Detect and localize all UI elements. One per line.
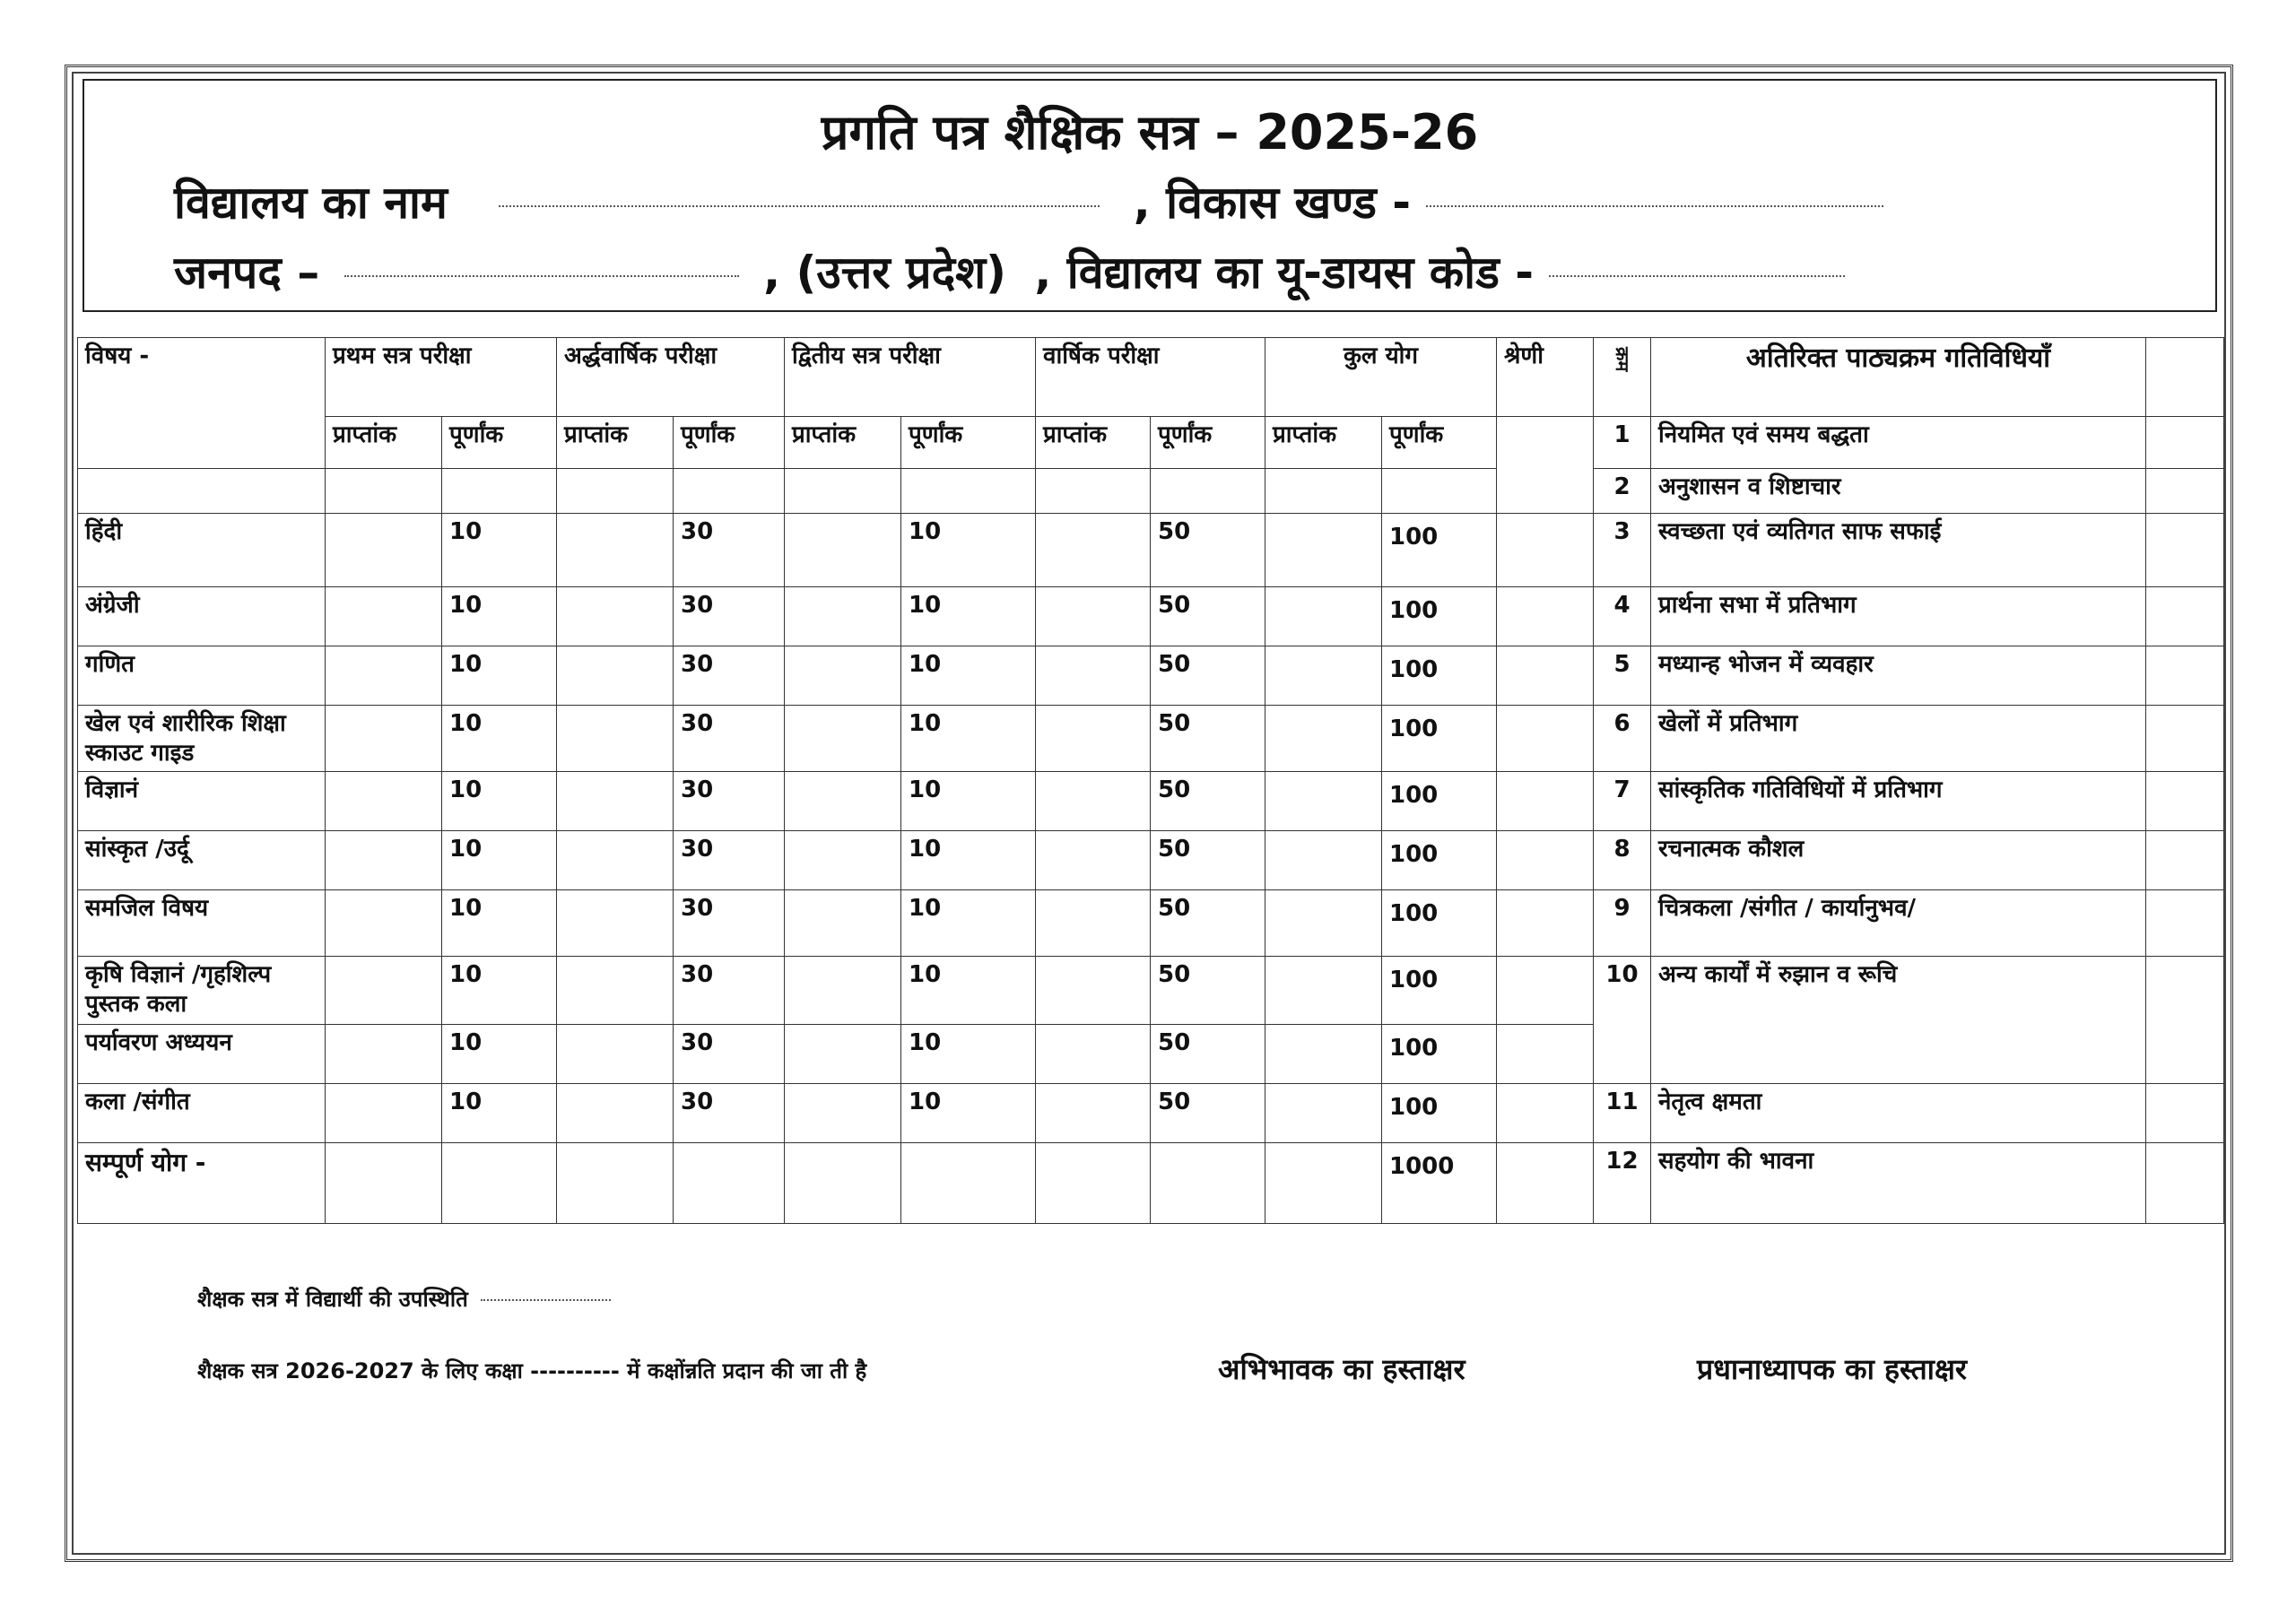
table-row xyxy=(78,706,2224,772)
obtained-marks-cell[interactable] xyxy=(326,706,442,772)
obtained-header: प्राप्तांक xyxy=(785,417,901,469)
max-marks-header: पूर्णांक xyxy=(674,417,785,469)
blank-cell xyxy=(901,469,1036,514)
promotion-text: शैक्षक सत्र 2026-2027 के लिए कक्षा ---------- में कक्षोंन्नति प्रदान की जा ती है xyxy=(197,1358,867,1383)
obtained-marks-cell[interactable] xyxy=(326,1084,442,1143)
obtained-marks-cell[interactable] xyxy=(326,646,442,706)
total-obtained-cell[interactable] xyxy=(1265,587,1382,646)
report-title: प्रगति पत्र शैक्षिक सत्र – 2025-26 xyxy=(821,104,1479,160)
obtained-header: प्राप्तांक xyxy=(1265,417,1382,469)
table-row xyxy=(78,417,2224,469)
max-marks-value: 30 xyxy=(674,957,785,1025)
blank-cell xyxy=(78,469,326,514)
max-marks-value: 30 xyxy=(674,646,785,706)
activity-number: 6 xyxy=(1594,706,1651,772)
total-obtained-cell[interactable] xyxy=(1265,646,1382,706)
total-obtained-cell[interactable] xyxy=(1265,1084,1382,1143)
max-marks-value: 50 xyxy=(1151,890,1265,957)
activity-label: अन्य कार्यों में रुझान व रूचि xyxy=(1651,957,2146,1084)
activity-number: 3 xyxy=(1594,514,1651,587)
blank-cell[interactable] xyxy=(442,1143,557,1224)
max-marks-value: 30 xyxy=(674,1084,785,1143)
activity-number: 5 xyxy=(1594,646,1651,706)
max-marks-value: 50 xyxy=(1151,514,1265,587)
total-max-value: 100 xyxy=(1382,514,1497,587)
total-obtained-cell[interactable] xyxy=(1265,706,1382,772)
block-label: , विकास खण्ड - xyxy=(1133,177,1411,229)
blank-cell xyxy=(1382,469,1497,514)
obtained-header: प्राप्तांक xyxy=(326,417,442,469)
max-marks-value: 10 xyxy=(901,1084,1036,1143)
total-obtained-cell[interactable] xyxy=(1265,1025,1382,1084)
max-marks-value: 10 xyxy=(901,890,1036,957)
activity-grade-cell[interactable] xyxy=(2146,772,2224,831)
activity-number: 11 xyxy=(1594,1084,1651,1143)
obtained-header: प्राप्तांक xyxy=(1036,417,1151,469)
max-marks-header: पूर्णांक xyxy=(901,417,1036,469)
activity-label: मध्यान्ह भोजन में व्यवहार xyxy=(1651,646,2146,706)
max-marks-value: 50 xyxy=(1151,772,1265,831)
subject-name: अंग्रेजी xyxy=(78,587,326,646)
max-marks-value: 10 xyxy=(901,831,1036,890)
grade-header: श्रेणी xyxy=(1497,338,1594,417)
blank-cell[interactable] xyxy=(901,1143,1036,1224)
udise-label: , विद्यालय का यू-डायस कोड - xyxy=(1034,247,1534,299)
obtained-marks-cell[interactable] xyxy=(557,772,674,831)
grade-cell[interactable] xyxy=(1497,1025,1594,1084)
activity-number: 10 xyxy=(1594,957,1651,1084)
activity-number: 9 xyxy=(1594,890,1651,957)
guardian-signature: अभिभावक का हस्ताक्षर xyxy=(1218,1352,1465,1386)
activity-grade-cell[interactable] xyxy=(2146,514,2224,587)
district-line xyxy=(174,240,1845,301)
activity-grade-cell[interactable] xyxy=(2146,890,2224,957)
obtained-marks-cell[interactable] xyxy=(557,1025,674,1084)
report-header xyxy=(83,79,2217,312)
total-max-value: 100 xyxy=(1382,1025,1497,1084)
total-obtained-cell[interactable] xyxy=(1265,772,1382,831)
blank-cell xyxy=(442,469,557,514)
activity-number: 8 xyxy=(1594,831,1651,890)
table-row xyxy=(78,1084,2224,1143)
obtained-marks-cell[interactable] xyxy=(557,831,674,890)
subject-name: पर्यावरण अध्ययन xyxy=(78,1025,326,1084)
max-marks-value: 10 xyxy=(901,706,1036,772)
obtained-marks-cell[interactable] xyxy=(326,957,442,1025)
grade-cell[interactable] xyxy=(1497,890,1594,957)
max-marks-value: 30 xyxy=(674,831,785,890)
max-marks-value: 50 xyxy=(1151,831,1265,890)
blank-cell[interactable] xyxy=(557,1143,674,1224)
activity-number: 1 xyxy=(1594,417,1651,469)
blank-cell xyxy=(326,469,442,514)
max-marks-value: 30 xyxy=(674,890,785,957)
obtained-marks-cell[interactable] xyxy=(785,957,901,1025)
obtained-marks-cell[interactable] xyxy=(326,831,442,890)
subject-name: सांस्कृत /उर्दू xyxy=(78,831,326,890)
activity-label: खेलों में प्रतिभाग xyxy=(1651,706,2146,772)
blank-cell xyxy=(1036,469,1151,514)
grade-cell[interactable] xyxy=(1497,706,1594,772)
total-max-value: 100 xyxy=(1382,587,1497,646)
block-field[interactable] xyxy=(1426,205,1883,207)
max-marks-value: 50 xyxy=(1151,587,1265,646)
subject-name: कृषि विज्ञानं /गृहशिल्प पुस्तक कला xyxy=(78,957,326,1025)
obtained-marks-cell[interactable] xyxy=(785,1025,901,1084)
activity-grade-cell[interactable] xyxy=(2146,1084,2224,1143)
grand-total-label: सम्पूर्ण योग - xyxy=(78,1143,326,1224)
max-marks-header: पूर्णांक xyxy=(1382,417,1497,469)
max-marks-value: 10 xyxy=(901,646,1036,706)
max-marks-value: 10 xyxy=(442,706,557,772)
grade-cell xyxy=(1497,417,1594,514)
table-row xyxy=(78,587,2224,646)
obtained-header: प्राप्तांक xyxy=(557,417,674,469)
table-row xyxy=(78,772,2224,831)
attendance-line xyxy=(197,1284,611,1314)
attendance-label: शैक्षक सत्र में विद्यार्थी की उपस्थिति xyxy=(197,1287,468,1312)
activities-header: अतिरिक्त पाठ्यक्रम गतिविधियाँ xyxy=(1651,338,2146,417)
obtained-marks-cell[interactable] xyxy=(1036,772,1151,831)
max-marks-value: 30 xyxy=(674,706,785,772)
activity-grade-cell[interactable] xyxy=(2146,706,2224,772)
state-label: , (उत्तर प्रदेश) xyxy=(763,247,1006,299)
obtained-marks-cell[interactable] xyxy=(326,890,442,957)
obtained-marks-cell[interactable] xyxy=(785,514,901,587)
max-marks-value: 30 xyxy=(674,514,785,587)
obtained-marks-cell[interactable] xyxy=(1036,890,1151,957)
blank-cell xyxy=(785,469,901,514)
activity-label: सांस्कृतिक गतिविधियों में प्रतिभाग xyxy=(1651,772,2146,831)
table-row xyxy=(78,646,2224,706)
subject-header: विषय - xyxy=(78,338,326,469)
max-marks-value: 30 xyxy=(674,587,785,646)
table-row xyxy=(78,957,2224,1025)
max-marks-value: 50 xyxy=(1151,706,1265,772)
total-max-value: 100 xyxy=(1382,957,1497,1025)
blank-cell[interactable] xyxy=(785,1143,901,1224)
grade-cell[interactable] xyxy=(1497,514,1594,587)
activity-label: प्रार्थना सभा में प्रतिभाग xyxy=(1651,587,2146,646)
max-marks-value: 10 xyxy=(442,772,557,831)
max-marks-value: 30 xyxy=(674,1025,785,1084)
max-marks-value: 10 xyxy=(442,1025,557,1084)
obtained-marks-cell[interactable] xyxy=(326,1025,442,1084)
grade-cell[interactable] xyxy=(1497,587,1594,646)
grade-cell[interactable] xyxy=(1497,831,1594,890)
grade-cell[interactable] xyxy=(1497,1143,1594,1224)
grade-cell[interactable] xyxy=(1497,1084,1594,1143)
subject-name: समजिल विषय xyxy=(78,890,326,957)
subject-name: गणित xyxy=(78,646,326,706)
activity-label: सहयोग की भावना xyxy=(1651,1143,2146,1224)
max-marks-header: पूर्णांक xyxy=(1151,417,1265,469)
obtained-marks-cell[interactable] xyxy=(785,587,901,646)
obtained-marks-cell[interactable] xyxy=(557,890,674,957)
obtained-marks-cell[interactable] xyxy=(1036,514,1151,587)
obtained-marks-cell[interactable] xyxy=(557,646,674,706)
obtained-marks-cell[interactable] xyxy=(1036,587,1151,646)
udise-field[interactable] xyxy=(1549,275,1845,277)
activity-number: 4 xyxy=(1594,587,1651,646)
grand-total-value: 1000 xyxy=(1382,1143,1497,1224)
activity-grade-cell[interactable] xyxy=(2146,417,2224,469)
total-header: कुल योग xyxy=(1265,338,1497,417)
activity-label: नियमित एवं समय बद्धता xyxy=(1651,417,2146,469)
max-marks-value: 50 xyxy=(1151,1084,1265,1143)
blank-cell xyxy=(1151,469,1265,514)
max-marks-value: 10 xyxy=(442,514,557,587)
obtained-marks-cell[interactable] xyxy=(1036,1025,1151,1084)
total-obtained-cell[interactable] xyxy=(1265,831,1382,890)
max-marks-value: 10 xyxy=(901,772,1036,831)
principal-signature: प्रधानाध्यापक का हस्ताक्षर xyxy=(1697,1352,1968,1386)
max-marks-value: 10 xyxy=(901,587,1036,646)
activity-grade-cell[interactable] xyxy=(2146,831,2224,890)
activity-grade-cell[interactable] xyxy=(2146,469,2224,514)
subject-name: खेल एवं शारीरिक शिक्षा स्काउट गाइड xyxy=(78,706,326,772)
max-marks-value: 30 xyxy=(674,772,785,831)
district-field[interactable] xyxy=(344,275,739,277)
max-marks-value: 10 xyxy=(442,587,557,646)
obtained-marks-cell[interactable] xyxy=(1036,1084,1151,1143)
activity-label: अनुशासन व शिष्टाचार xyxy=(1651,469,2146,514)
activity-number: 12 xyxy=(1594,1143,1651,1224)
exam-header-3: द्वितीय सत्र परीक्षा xyxy=(785,338,1036,417)
blank-cell[interactable] xyxy=(1151,1143,1265,1224)
obtained-marks-cell[interactable] xyxy=(1036,957,1151,1025)
district-label: जनपद – xyxy=(174,247,320,299)
obtained-marks-cell[interactable] xyxy=(785,1084,901,1143)
table-row xyxy=(78,514,2224,587)
grade-cell[interactable] xyxy=(1497,646,1594,706)
grade-cell[interactable] xyxy=(1497,957,1594,1025)
table-row xyxy=(78,1143,2224,1224)
table-row xyxy=(78,831,2224,890)
subject-name: विज्ञानं xyxy=(78,772,326,831)
obtained-marks-cell[interactable] xyxy=(785,706,901,772)
obtained-marks-cell[interactable] xyxy=(1036,831,1151,890)
total-max-value: 100 xyxy=(1382,890,1497,957)
activity-grade-cell[interactable] xyxy=(2146,957,2224,1084)
obtained-marks-cell[interactable] xyxy=(785,772,901,831)
table-row xyxy=(78,469,2224,514)
max-marks-value: 10 xyxy=(901,1025,1036,1084)
obtained-marks-cell[interactable] xyxy=(1036,646,1151,706)
total-max-value: 100 xyxy=(1382,772,1497,831)
obtained-marks-cell[interactable] xyxy=(785,890,901,957)
table-row xyxy=(78,890,2224,957)
serial-header: क्रम xyxy=(1612,347,1633,372)
max-marks-value: 10 xyxy=(442,831,557,890)
blank-cell xyxy=(674,469,785,514)
exam-header-4: वार्षिक परीक्षा xyxy=(1036,338,1265,417)
total-obtained-cell[interactable] xyxy=(1265,957,1382,1025)
exam-header-1: प्रथम सत्र परीक्षा xyxy=(326,338,557,417)
activity-number: 7 xyxy=(1594,772,1651,831)
obtained-marks-cell[interactable] xyxy=(326,514,442,587)
obtained-marks-cell[interactable] xyxy=(1036,706,1151,772)
obtained-marks-cell[interactable] xyxy=(557,587,674,646)
blank-cell[interactable] xyxy=(1036,1143,1151,1224)
activity-number: 2 xyxy=(1594,469,1651,514)
total-obtained-cell[interactable] xyxy=(1265,514,1382,587)
obtained-marks-cell[interactable] xyxy=(557,514,674,587)
activity-grade-cell[interactable] xyxy=(2146,1143,2224,1224)
blank-cell[interactable] xyxy=(674,1143,785,1224)
subject-name: कला /संगीत xyxy=(78,1084,326,1143)
max-marks-value: 10 xyxy=(901,514,1036,587)
total-max-value: 100 xyxy=(1382,831,1497,890)
obtained-marks-cell[interactable] xyxy=(326,772,442,831)
total-max-value: 100 xyxy=(1382,706,1497,772)
school-name-label: विद्यालय का नाम xyxy=(174,177,448,229)
blank-cell xyxy=(1265,469,1382,514)
total-obtained-cell[interactable] xyxy=(1265,890,1382,957)
obtained-marks-cell[interactable] xyxy=(557,1084,674,1143)
max-marks-value: 50 xyxy=(1151,957,1265,1025)
blank-cell[interactable] xyxy=(326,1143,442,1224)
grade-cell[interactable] xyxy=(1497,772,1594,831)
blank-cell xyxy=(557,469,674,514)
total-max-value: 100 xyxy=(1382,646,1497,706)
max-marks-value: 10 xyxy=(442,890,557,957)
obtained-marks-cell[interactable] xyxy=(557,706,674,772)
subject-name: हिंदी xyxy=(78,514,326,587)
blank-cell[interactable] xyxy=(1265,1143,1382,1224)
activity-label: स्वच्छता एवं व्यतिगत साफ सफाई xyxy=(1651,514,2146,587)
school-name-line xyxy=(174,170,1883,231)
max-marks-value: 10 xyxy=(442,646,557,706)
total-max-value: 100 xyxy=(1382,1084,1497,1143)
activity-label: चित्रकला /संगीत / कार्यानुभव/ xyxy=(1651,890,2146,957)
activity-label: रचनात्मक कौशल xyxy=(1651,831,2146,890)
school-name-field[interactable] xyxy=(499,205,1100,207)
attendance-field[interactable] xyxy=(481,1299,611,1301)
obtained-marks-cell[interactable] xyxy=(326,587,442,646)
activity-grade-header xyxy=(2146,338,2224,417)
max-marks-value: 10 xyxy=(901,957,1036,1025)
max-marks-header: पूर्णांक xyxy=(442,417,557,469)
activity-label: नेतृत्व क्षमता xyxy=(1651,1084,2146,1143)
max-marks-value: 50 xyxy=(1151,1025,1265,1084)
obtained-marks-cell[interactable] xyxy=(785,646,901,706)
exam-header-2: अर्द्धवार्षिक परीक्षा xyxy=(557,338,785,417)
obtained-marks-cell[interactable] xyxy=(785,831,901,890)
max-marks-value: 10 xyxy=(442,957,557,1025)
activity-grade-cell[interactable] xyxy=(2146,587,2224,646)
max-marks-value: 10 xyxy=(442,1084,557,1143)
activity-grade-cell[interactable] xyxy=(2146,646,2224,706)
obtained-marks-cell[interactable] xyxy=(557,957,674,1025)
max-marks-value: 50 xyxy=(1151,646,1265,706)
marks-table xyxy=(77,337,2224,1224)
